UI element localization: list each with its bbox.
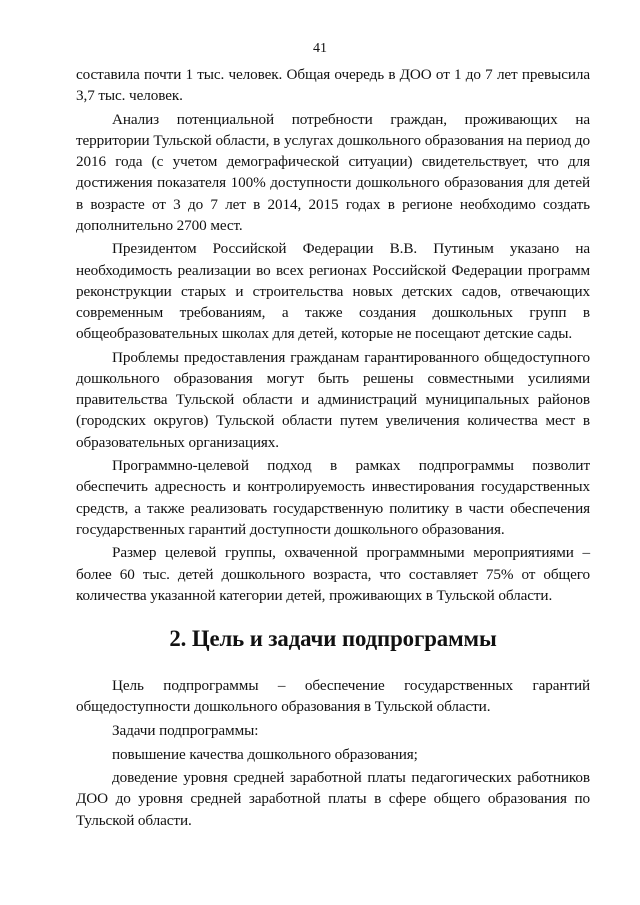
paragraph-program-approach: Программно-целевой подход в рамках подпрограммы позволит обеспечить адресность и контролируемость инвестирования государственных средств, а также реализовать государственную политику в части обеспечения государственных гарантий доступности дошкольного образования.	[76, 457, 590, 538]
paragraph-tasks-title: Задачи подпрограммы:	[112, 722, 259, 740]
document-body	[76, 64, 590, 833]
paragraph-goal: Цель подпрограммы – обеспечение государственных гарантий общедоступности дошкольного образования в Тульской области.	[76, 677, 590, 716]
paragraph-problems: Проблемы предоставления гражданам гарантированного общедоступного дошкольного образования могут быть решены совместными усилиями правительства Тульской области и администраций муниципальных районов (городских округов) Тульской области путем увеличения количества мест в образовательных организациях.	[76, 348, 590, 451]
paragraph-target-group: Размер целевой группы, охваченной программными мероприятиями – более 60 тыс. детей дошкольного возраста, что составляет 75% от общего количества указанной категории детей, проживающих в Тульской области.	[76, 544, 590, 604]
paragraph-task-quality: повышение качества дошкольного образования;	[112, 745, 418, 763]
page-number: 41	[313, 41, 327, 56]
paragraph-president-directive: Президентом Российской Федерации В.В. Путиным указано на необходимость реализации во всех регионах Российской Федерации программ реконструкции старых и строительства новых детских садов, отвечающих современным требованиям, а также создания дошкольных групп в общеобразовательных школах для детей, которые не посещают детские сады.	[76, 240, 590, 343]
section-heading: 2. Цель и задачи подпрограммы	[169, 626, 497, 652]
paragraph-task-salary: доведение уровня средней заработной платы педагогических работников ДОО до уровня средней заработной платы в сфере общего образования по Тульской области.	[76, 769, 590, 829]
paragraph-demand-analysis: Анализ потенциальной потребности граждан, проживающих на территории Тульской области, в услугах дошкольного образования на период до 2016 года (с учетом демографической ситуации) свидетельствует, что для достижения показателя 100% доступности дошкольного образования для детей в возрасте от 3 до 7 лет в 2014, 2015 годах в регионе необходимо создать дополнительно 2700 мест.	[76, 110, 590, 234]
paragraph-queue: составила почти 1 тыс. человек. Общая очередь в ДОО от 1 до 7 лет превысила 3,7 тыс. человек.	[76, 66, 590, 105]
